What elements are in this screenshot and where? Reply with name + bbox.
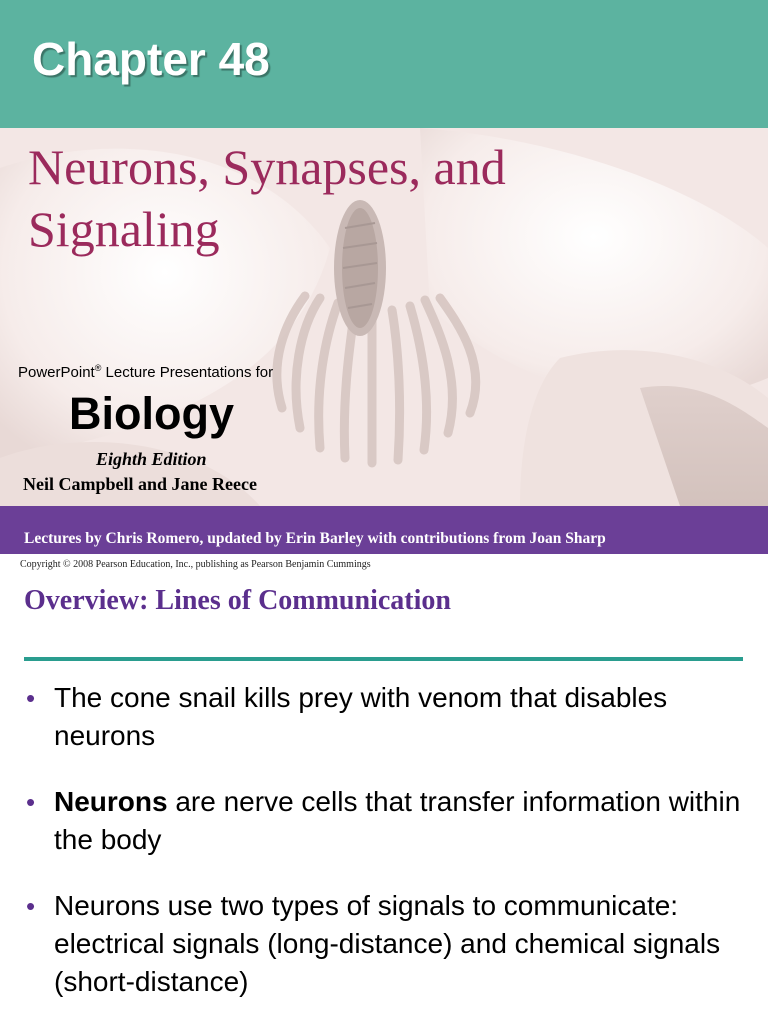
bullet-item: [24, 887, 744, 1001]
bullet-text: Neurons use two types of signals to communicate: electrical signals (long-distance) and chemical signals (short-distance): [54, 890, 721, 997]
lecture-credits: Lectures by Chris Romero, updated by Erin Barley with contributions from Joan Sharp: [24, 530, 606, 547]
series-label-suffix: Lecture Presentations for: [101, 364, 274, 381]
bullet-text: are nerve cells that transfer information within the body: [54, 786, 741, 855]
bullet-marker: •: [26, 891, 36, 921]
slide-title: [28, 136, 668, 260]
slide-title-line-1: Neurons, Synapses, and: [28, 139, 506, 195]
presentation-series-label: [18, 363, 273, 381]
book-title: Biology: [69, 388, 234, 439]
overview-title: Overview: Lines of Communication: [24, 585, 451, 616]
bullet-marker: •: [26, 683, 36, 713]
registered-mark: ®: [94, 363, 102, 373]
powerpoint-label: PowerPoint: [18, 364, 95, 381]
book-edition: Eighth Edition: [96, 449, 207, 469]
bullet-item: [24, 783, 744, 859]
title-divider: [24, 657, 743, 661]
bullet-text: The cone snail kills prey with venom that disables neurons: [54, 682, 668, 751]
bullet-marker: •: [26, 787, 36, 817]
copyright-notice: Copyright © 2008 Pearson Education, Inc., publishing as Pearson Benjamin Cummings: [20, 559, 371, 570]
bullet-list: [24, 679, 744, 1029]
bullet-bold-term: Neurons: [54, 786, 168, 817]
overview-slide: [0, 575, 768, 1024]
chapter-heading: Chapter 48: [32, 33, 270, 85]
book-authors: Neil Campbell and Jane Reece: [23, 474, 257, 494]
bullet-item: [24, 679, 744, 755]
slide-title-line-2: Signaling: [28, 201, 220, 257]
